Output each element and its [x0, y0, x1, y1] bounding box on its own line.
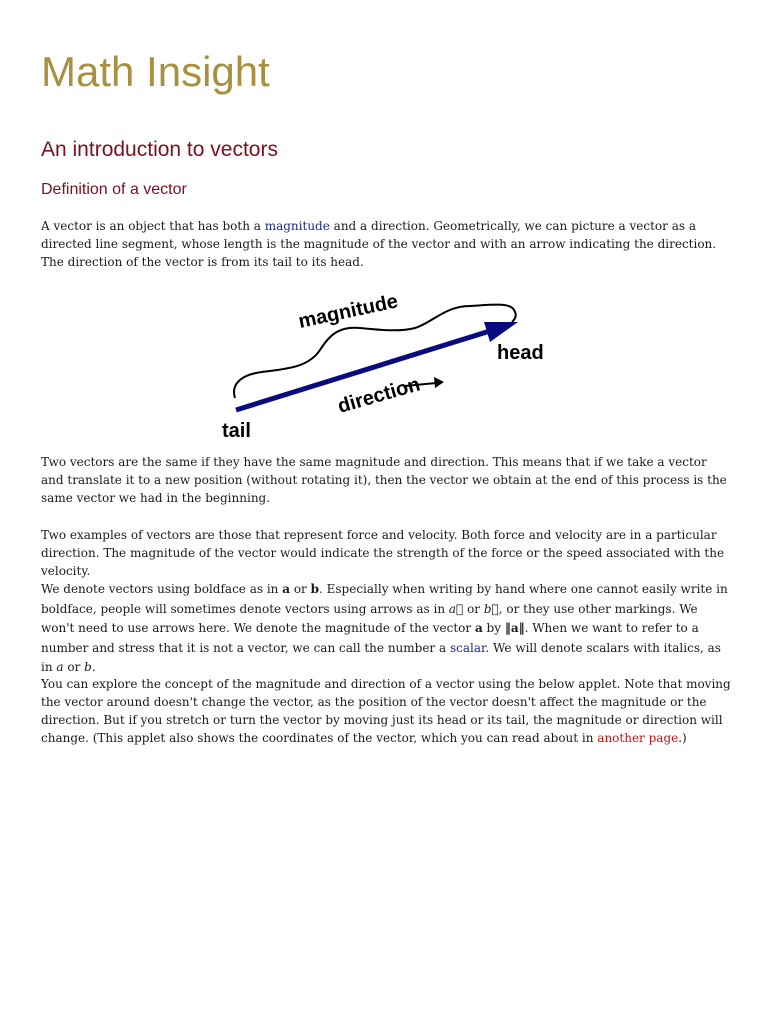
text: . [91, 660, 96, 674]
text: A vector is an object that has both a [41, 219, 265, 233]
text: . When we want to refer to a number and stress that it is not a vector, we can call the number a [41, 621, 699, 655]
text: or [463, 601, 484, 616]
scalar-a: a [56, 660, 64, 674]
text: We denote vectors using boldface as in [41, 582, 283, 596]
vector-figure [200, 270, 580, 450]
vector-b-arrow: b⃗ [483, 601, 499, 616]
text: or [290, 582, 311, 596]
text: . We will denote scalars with italics, as in [41, 640, 721, 674]
magnitude-label: magnitude [296, 290, 400, 333]
site-title[interactable]: Math Insight [41, 48, 270, 95]
scalar-link[interactable]: scalar [449, 640, 486, 655]
paragraph-definition [41, 217, 731, 271]
text: or [63, 660, 85, 674]
vector-b-bold: b [310, 582, 319, 596]
another-page-link[interactable]: another page [597, 731, 679, 745]
paragraph-same-vectors: Two vectors are the same if they have the same magnitude and direction. This means that if we take a vector and translate it to a new position (without rotating it), then the vector we obtain at the end of this process is the same vector we had in the beginning. [41, 455, 727, 505]
text: , or they use other markings. We won't need to use arrows here. We denote the magnitude of the vector [41, 601, 698, 635]
magnitude-link[interactable]: magnitude [264, 219, 330, 233]
text: You can explore the concept of the magnitude and direction of a vector using the below applet. Note that moving the vector around doesn't change the vector, as the position of the vector doesn't affect the magnitude or the direction. But if you stretch or turn the vector by moving just its head or its tail, the magnitude or direction will change. (This applet also shows the coordinates of the vector, which you can read about in [41, 677, 731, 745]
tail-label: tail [222, 420, 251, 442]
magnitude-norm: ‖a‖ [504, 621, 525, 635]
paragraph-examples: Two examples of vectors are those that represent force and velocity. Both force and velocity are in a particular direction. The magnitude of the vector would indicate the strength of the force or the speed associated with the velocity. [41, 528, 725, 578]
direction-label: direction [335, 373, 423, 418]
vector-arrowhead [484, 322, 518, 342]
section-title: Definition of a vector [41, 181, 187, 198]
text: and a direction. Geometrically, we can picture a vector as a directed line segment, whose length is the magnitude of the vector and with an arrow indicating the direction. The direction of the vector is from its tail to its head. [41, 219, 717, 269]
vector-a-arrow: a⃗ [448, 601, 464, 616]
paragraph-applet [41, 675, 731, 747]
text: . Especially when writing by hand where one cannot easily write in boldface, people will sometimes denote vectors using arrows as in [41, 582, 728, 616]
vector-diagram [200, 270, 580, 450]
scalar-b: b [84, 660, 92, 674]
direction-arrowhead [434, 377, 444, 388]
vector-a-bold: a [282, 582, 290, 596]
head-label: head [497, 342, 544, 364]
page-title: An introduction to vectors [41, 138, 278, 161]
text: .) [678, 731, 687, 745]
magnitude-brace [234, 305, 516, 398]
paragraph-notation [41, 580, 731, 678]
vector-a-bold: a [474, 621, 483, 635]
text: by [482, 621, 505, 635]
